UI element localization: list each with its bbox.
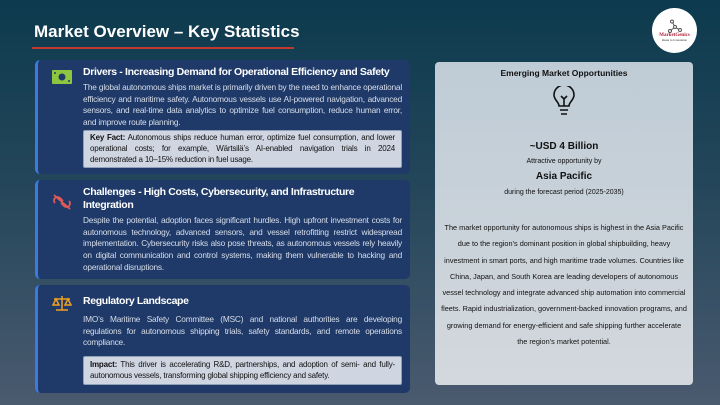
impact-label: Impact: (90, 359, 118, 369)
broken-link-icon (52, 194, 72, 210)
regulatory-body: IMO’s Maritime Safety Committee (MSC) and national authorities are developing regulations for autonomous shipping trials, safety standards, and remote operations compliance. (83, 314, 402, 348)
challenges-card (35, 180, 410, 279)
network-icon (668, 19, 682, 33)
opportunity-region: Asia Pacific (535, 171, 593, 182)
money-icon (52, 69, 72, 85)
lightbulb-icon (553, 86, 575, 116)
opportunity-period: during the forecast period (2025-2035) (504, 189, 624, 196)
opportunity-sub: Attractive opportunity by (526, 158, 602, 165)
impact-text: This driver is accelerating R&D, partnerships, and adoption of semi- and fully-autonomous vessels, transforming global shipping efficiency and safety. (90, 359, 395, 380)
opportunity-panel (435, 62, 693, 385)
logo-name: MarketGenics (659, 33, 690, 38)
drivers-heading: Drivers - Increasing Demand for Operational Efficiency and Safety (83, 66, 390, 78)
opportunity-value: ~USD 4 Billion (529, 141, 599, 152)
regulatory-heading: Regulatory Landscape (83, 295, 189, 308)
logo (652, 8, 697, 53)
opportunity-heading: Emerging Market Opportunities (500, 68, 628, 78)
key-fact-label: Key Fact: (90, 133, 126, 143)
key-fact-text: Autonomous ships reduce human error, optimize fuel consumption, and lower operational costs; for example, Wärtsilä’s AI-enabled navigation trials in 2024 demonstrated a 10–15% reduction in fuel usage. (90, 133, 395, 164)
scales-icon (52, 295, 72, 311)
impact-box (83, 356, 402, 385)
opportunity-text: The market opportunity for autonomous ships is highest in the Asia Pacific due to the region’s dominant position in global shipbuilding, heavy investment in smart ports, and high maritime trade volumes. Countries like China, Japan, and South Korea are leading developers of autonomous vessel technology and integrate advanced ship automation into commercial fleets. Rapid industrialization, government-backed innovation programs, and growing demand for energy-efficient and safe shipping further accelerate the region’s market potential. (441, 223, 687, 347)
drivers-body: The global autonomous ships market is primarily driven by the need to enhance operational efficiency and maritime safety. Autonomous vessels use AI-powered navigation, advanced sensors, and real-time data analytics to optimize fuel consumption, reduce human error, and improve route planning. (83, 82, 402, 127)
logo-tagline: Ideas to Innovation (661, 38, 688, 42)
challenges-body: Despite the potential, adoption faces significant hurdles. High upfront investment costs for autonomous technology, advanced sensors, and vessel retrofitting restrict widespread implementation. Cybersecurity risks also pose threats, as autonomous vessels rely heavily on digital communication and control systems, making them vulnerable to hacking and operational disruptions. (83, 215, 402, 272)
drivers-card (35, 60, 410, 174)
challenges-heading: Challenges - High Costs, Cybersecurity, and Infrastructure Integration (83, 186, 355, 212)
title-underline (32, 47, 294, 49)
left-column (35, 60, 410, 393)
key-fact-box (83, 130, 402, 168)
regulatory-card (35, 285, 410, 393)
page-title: Market Overview – Key Statistics (34, 22, 300, 41)
